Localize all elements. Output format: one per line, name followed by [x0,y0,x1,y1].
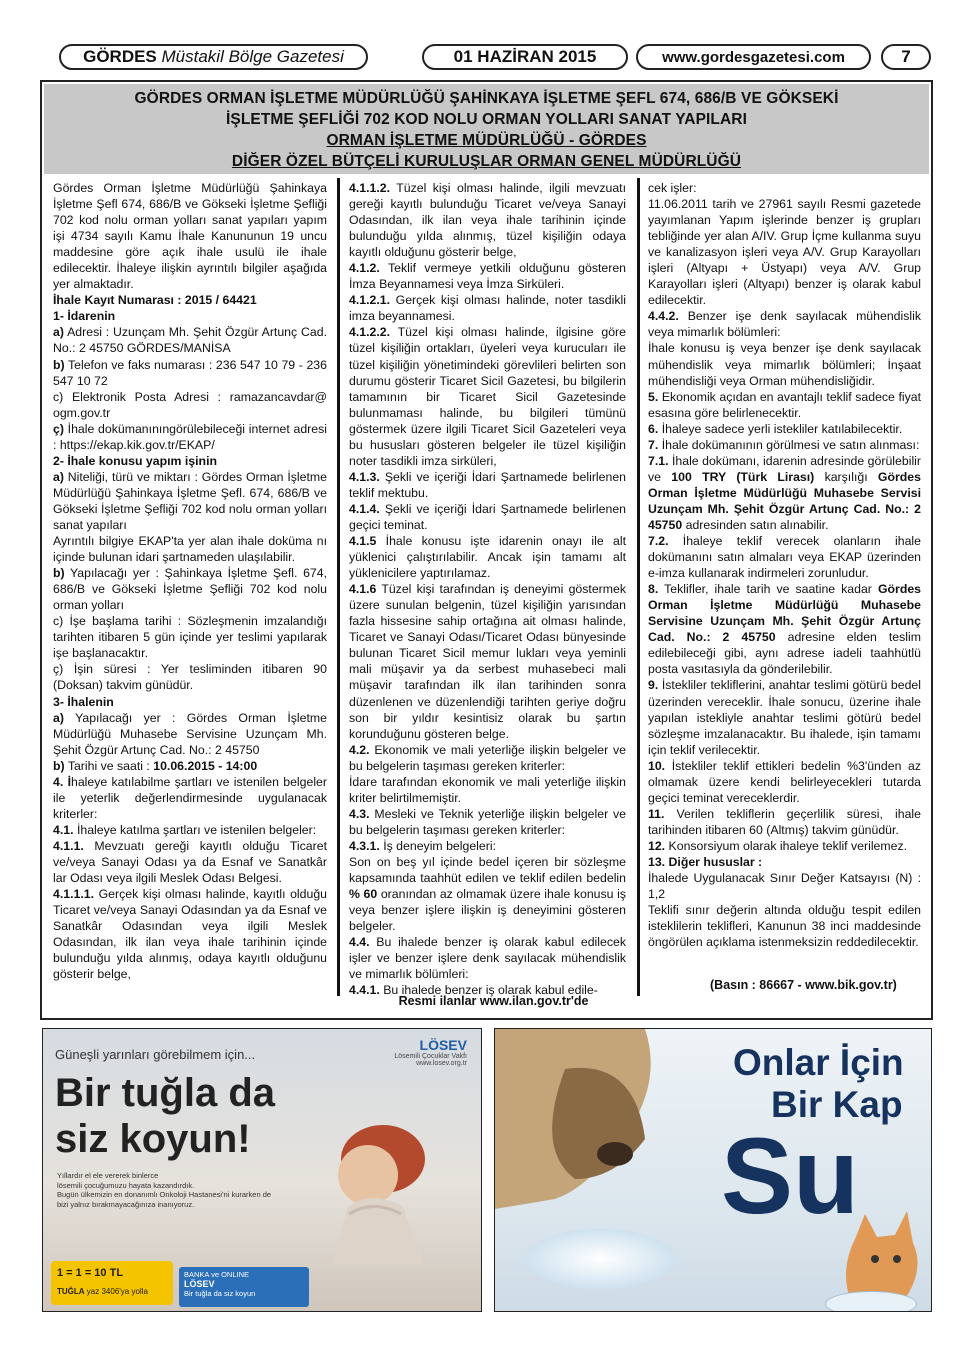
item-label: 4.3. [349,806,370,821]
losev-advertisement [42,1028,482,1312]
losev-logo-text: LÖSEV [419,1037,467,1053]
ad-headline-1: Bir tuğla da [55,1071,276,1115]
section-1-title: 1- İdarenin [53,309,116,324]
item-label: 4.3.1. [349,838,380,853]
section-3-title: 3- İhalenin [53,694,114,709]
item-label: b) [53,566,65,581]
item-label: 4.1.1. [53,838,84,853]
item-label: 4.4.2. [648,309,679,324]
paper-name: GÖRDES [83,47,157,66]
paragraph: adresine elden teslim edilebileceği gibi, aynı adrese iadeli taahhütlü posta vasıtasıyla da gönderilebilir. [648,630,922,677]
ad-body [57,1171,271,1209]
paragraph: Tüzel kişi olması halinde, ilgisine göre tüzel kişiliğin ortakları, üyeleri veya kurucuları ile tüzel kişiliğin yönetimindeki görevlileri belirten son durumu gösterir Ticaret Sicil Gazetesi, bu bilgilerin tamamının bir Ticaret Sicil Gazetesinde bulunmaması halinde, bu bilgileri tümünü göstermek üzere ilgili Ticaret Sicil Gazeteleri veya bu hususları gösteren belgeler ile tüzel kişiliğin noter tasdikli imza sirküleri, [349,325,626,468]
bank-donation-box [179,1267,309,1307]
kayit-numarasi: İhale Kayıt Numarası : 2015 / 64421 [53,293,257,308]
brick-note-text: yaz 3406'ya yolla [86,1287,148,1296]
headline-line-1: GÖRDES ORMAN İŞLETME MÜDÜRLÜĞÜ ŞAHİNKAYA İŞLETME ŞEFL 674, 686/B VE GÖKSEKİ [134,90,839,107]
ihale-tarihi: 10.06.2015 - 14:00 [153,758,258,773]
ad-body-line: lösemili çocuğumuzu hayata kazandırdık. [57,1180,195,1190]
item-label: 4.1.6 [349,582,377,597]
item-label: 4.1.1.1. [53,887,95,902]
ad-headline-2: siz koyun! [55,1117,251,1161]
paragraph: oranından az olmamak üzere ihale konusu iş veya benzer işlere ilişkin iş deneyimini gösteren belgeler. [349,887,626,934]
submission-address: Gördes Orman İşletme Müdürlüğü Muhasebe Servisine Uzunçam Mh. Şehit Özgür Artunç Cad. No.: 2 45750 [648,582,922,645]
item-label: 8. [648,582,659,597]
ad-slogan-1: Onlar İçin [733,1042,904,1083]
paper-subtitle: Müstakil Bölge Gazetesi [161,47,344,66]
water-campaign-advertisement [494,1028,932,1312]
website-link[interactable]: www.gordesgazetesi.com [662,48,845,66]
item-label: ç) [53,421,64,436]
bank-line: Bir tuğla da siz koyun [184,1289,256,1298]
item-label: 7.2. [648,534,669,549]
section-13-title: Diğer hususlar : [668,854,763,869]
paragraph: İhaleye sadece yerli istekliler katılabilecektir. [661,421,903,436]
losev-logo-sub: Lösemili Çocuklar Vakfı [394,1053,467,1060]
brick-equation: 1 = 1 = 10 TL [57,1267,124,1279]
paragraph: Teklif vermeye yetkili olduğunu gösteren İmza Beyannamesi veya İmza Sirküleri. [349,261,627,292]
paragraph: Tüzel kişi tarafından iş deneyimi göstermek üzere sunulan belgenin, tüzel kişiliğin yarısından fazla hissesine sahip ortağına ait olması halinde, Ticaret ve Sanayi Odası/Ticaret Odası bünyesinde bulunan Ticaret Sicil memur lukları veya yeminli mali müşavir ya da serbest muhasebeci mali müşavir tarafından ilk ilan tarihinden sonra düzenlenen ve düzenlendiği tarihten geriye doğru son bir yıldır kesintisiz olarak bu şartın korunduğunu gösteren belge. [349,582,626,741]
item-label: 4.4. [349,935,370,950]
intro-paragraph: Gördes Orman İşletme Müdürlüğü Şahinkaya İşletme Şefl 674, 686/B ve Gökseki İşletme Şefliği 702 kod nolu orman yolları sanat yapıları yapım işi 4734 sayılı Kamu İhale Kanununun 19 uncu maddesine göre açık ihale usulü ile ihale edilecektir. İhaleye ilişkin ayrıntılı bilgiler aşağıda yer almaktadır. [53,181,327,292]
katilma-sartlari: İhaleye katılma şartları ve istenilen belgeler: [76,822,317,837]
item-label: 4.1.2. [349,261,380,276]
item-label: b) [53,357,65,372]
bank-line: LÖSEV [184,1279,215,1289]
losev-logo [394,1037,467,1067]
paragraph: Mesleki ve Teknik yeterliğe ilişkin belgeler ve bu belgelerin taşıması gereken kriterler: [349,806,626,837]
paragraph: Son on beş yıl içinde bedel içeren bir sözleşme kapsamında taahhüt edilen ve teklif edilen bedelin [349,854,626,886]
basin-reference: (Basın : 86667 - www.bik.gov.tr) [710,978,897,992]
column-rule-2 [637,178,640,996]
isin-suresi: ç) İşin süresi : Yer tesliminden itibaren 90 (Doksan) takvim günüdür. [53,662,327,693]
headline-line-3: ORMAN İŞLETME MÜDÜRLÜĞÜ - GÖRDES [326,132,647,149]
paragraph: Şekli ve içeriği İdari Şartnamede belirlenen geçici teminat. [349,501,627,532]
item-label: 4.1. [53,822,74,837]
masthead-page-number [881,44,931,70]
paragraph: Konsorsiyum olarak ihaleye teklif verilemez. [668,838,908,853]
item-label: 4.1.1.2. [349,181,391,195]
item-label: 4.4.1. [349,983,380,998]
ihale-tarihi-label: Tarihi ve saati : [67,758,150,773]
paragraph: İhale konusu iş veya benzer işe denk sayılacak mühendislik veya mimarlık bölümleri; İnşaat mühendisliği veya Orman mühendisliğidir. [648,341,921,388]
paragraph: İstekliler tekliflerini, anahtar teslimi götürü bedel üzerinden vereceklir. İhale sonucu, üzerine ihale yapılan istekliyle anahtar teslimi götürü bedel sözleşme imzalanacaktır. Bu ihalede, işin tamamı için teklif verilecektir. [648,678,921,757]
ad-slogan-2: Bir Kap [771,1084,903,1125]
masthead-paper-name [59,44,368,70]
idare-address: Adresi : Uzunçam Mh. Şehit Özgür Artunç Cad. No.: 2 45750 GÖRDES/MANİSA [53,325,327,356]
oda-belgesi: Mevzuatı gereği kayıtlı olduğu Ticaret ve/veya Sanayi Odası ya da Esnaf ve Sanatkâr lar Odası veya ilgili Meslek Odası Belgesi. [53,838,327,886]
idare-email: c) Elektronik Posta Adresi : ramazancavdar@ ogm.gov.tr [53,389,327,420]
paragraph: adresinden satın alınabilir. [685,517,829,532]
paragraph: İhale konusu işte idarenin onayı ile alt yüklenici çalıştırılabilir. Ancak işin tamamı alt yüklenicilere yaptırılamaz. [349,534,626,581]
announcement-headline [44,88,929,172]
paragraph: İdare tarafından ekonomik ve mali yeterliğe ilişkin kriter belirtilmemiştir. [349,774,626,805]
item-label: 7. [648,437,659,452]
ad-body-line: Yıllardır el ele vererek binlerce [57,1171,159,1180]
item-label: 4.2. [349,742,370,757]
item-label: a) [53,710,64,725]
item-label: 11. [648,806,665,821]
is-niteligi-detail: Ayrıntılı bilgiye EKAP'ta yer alan ihale doküma nı içinde bulunan idari şartnameden ulaşılabilir. [53,534,327,565]
yapilacagi-yer: Yapılacağı yer : Şahinkaya İşletme Şefl. 674, 686/B ve Gökseki İşletme Şefliği 702 kod nolu orman yolları [53,566,328,613]
paragraph: Bu ihalede benzer iş olarak kabul edilecek işler ve benzer işlere denk sayılacak mühendislik ve mimarlık bölümleri: [349,935,627,982]
paragraph: İhale dokümanı, idarenin adresinde görülebilir ve [648,453,921,484]
item-label: 13. [648,854,666,869]
paragraph: Teklifi sınır değerin altında olduğu tespit edilen isteklilerin teklifleri, Kanunun 38 inci maddesinde öngörülen açıklama istenmeksizin reddedilecektir. [648,903,921,950]
headline-line-4: DİĞER ÖZEL BÜTÇELİ KURULUŞLAR ORMAN GENEL MÜDÜRLÜĞÜ [231,153,742,170]
item-label: a) [53,325,64,340]
item-label: b) [53,758,65,773]
headline-line-2: İŞLETME ŞEFLİĞİ 702 KOD NOLU ORMAN YOLLARI SANAT YAPILARI [226,111,747,128]
item-label: 6. [648,421,659,436]
ihale-yeri: Yapılacağı yer : Gördes Orman İşletme Müdürlüğü Muhasebe Servisine Uzunçam Mh. Şehit Özgür Artunç Cad. No.: 2 45750 [53,710,327,757]
brick-note-word: TUĞLA [57,1287,85,1296]
item-label: 12. [648,838,666,853]
item-label: 4.1.5 [349,534,377,549]
paragraph: cek işler: [648,181,697,195]
gercek-kisi-belge: Gerçek kişi olması halinde, kayıtlı olduğu Ticaret ve/veya Sanayi Odasından ya da Esnaf ve Sanatkâr Odasından veya ilgili Meslek Odasından, ilk ilan veya ihale tarihinin içinde bulunduğu yılda alınmış, odaya kayıtlı olduğunu gösterir belge, [53,887,327,982]
brick-note [57,1287,148,1296]
paragraph: Bu ihalede benzer iş olarak kabul edile- [383,983,598,998]
is-niteligi: Niteliği, türü ve miktarı : Gördes Orman İşletme Müdürlüğü Şahinkaya İşletme Şefl. 674, 686/B ve Gökseki İşletme Şefliği 702 kod nolu orman yolları sanat yapıları [53,469,327,532]
paragraph: Benzer işe denk sayılacak mühendislik veya mimarlık bölümleri: [648,309,921,340]
ise-baslama: c) İşe başlama tarihi : Sözleşmenin imzalandığı tarihten itibaren 5 gün içinde yer teslimi yapılarak işe başlanacaktır. [53,614,327,661]
item-label: 7.1. [648,453,669,468]
item-label: 5. [648,389,659,404]
paragraph: İş deneyim belgeleri: [383,838,496,853]
item-label: a) [53,469,64,484]
dog-illustration [495,1029,695,1229]
paragraph: Verilen tekliflerin geçerlilik süresi, ihale tarihinden itibaren 60 (Altmış) takvim günüdür. [648,806,921,837]
item-label: 10. [648,758,666,773]
column-3 [648,180,921,950]
section-4-text: haleye katılabilme şartları ve istenilen belgeler ile yeterlik değerlendirmesinde uygulanacak kriterler: [53,774,327,821]
paragraph: İhalede Uygulanacak Sınır Değer Katsayısı (N) : 1,2 [648,871,921,902]
item-label: 4.1.3. [349,469,380,484]
masthead-date [422,44,628,70]
item-label: 4.1.4. [349,501,380,516]
paragraph: İhaleye teklif verecek olanların ihale dokümanını satın almaları veya EKAP üzerinden e-imza kullanarak indirmeleri zorunludur. [648,534,922,581]
bank-line: BANKA ve ONLINE [184,1270,250,1279]
ad-body-line: Bugün ülkemizin en donanımlı Onkoloji Hastanesi'ni kurarken de [57,1190,272,1199]
resmi-ilanlar-footer: Resmi ilanlar www.ilan.gov.tr'de [398,994,589,1008]
paragraph: Teklifler, ihale tarih ve saatine kadar [664,582,872,597]
section-2-title: 2- İhale konusu yapım işinin [53,453,217,468]
sale-address: Gördes Orman İşletme Müdürlüğü Muhasebe Servisi Uzunçam Mh. Şehit Özgür Artunç Cad. No.: 2 45750 [648,469,921,532]
page-number: 7 [901,47,911,66]
paragraph: İstekliler teklif ettikleri bedelin %3'ünden az olmamak üzere kendi belirleyecekleri tutarda geçici teminat vereceklerdir. [648,758,921,805]
paragraph: Ekonomik ve mali yeterliğe ilişkin belgeler ve bu belgelerin taşıması gereken kriterler: [349,742,626,773]
brick-donation-box [51,1261,173,1305]
item-label: 9. [648,678,659,693]
child-figure-icon [293,1089,453,1264]
column-1 [53,180,327,982]
column-2 [349,180,626,998]
paragraph: Tüzel kişi olması halinde, ilgili mevzuatı gereği kayıtlı bulunduğu Ticaret ve/veya Sanayi Odasından, ilk ilan veya ihale tarihinin içinde bulunduğu yılda alınmış, tüzel kişiliğin odaya kayıtlı olduğunu gösterir belge, [349,181,626,260]
water-bowl [525,1229,675,1289]
ad-body-line: bizi yalnız bırakmayacağınıza inanıyoruz. [57,1199,195,1209]
paragraph: İhale dokümanının görülmesi ve satın alınması: [661,437,920,452]
ad-slogan-3: Su [721,1115,860,1236]
item-label: 4.1.2.1. [349,293,391,308]
cat-bowl [825,1291,917,1312]
paragraph: karşılığı [824,469,868,484]
ad-tagline: Güneşli yarınları görebilmem için... [55,1047,256,1062]
item-label: 4.1.2.2. [349,325,391,340]
issue-date: 01 HAZİRAN 2015 [453,47,597,66]
paragraph: Ekonomik açıdan en avantajlı teklif sadece fiyat esasına göre belirlenecektir. [648,389,921,420]
percentage: % 60 [349,887,378,902]
ekap-address: İhale dokümanınıngörülebileceği internet adresi : https://ekap.kik.gov.tr/EKAP/ [53,421,328,452]
idare-phone: Telefon ve faks numarası : 236 547 10 79 - 236 547 10 72 [53,357,327,388]
column-rule-1 [337,178,340,996]
dog-icon [495,1029,695,1229]
paragraph: 11.06.2011 tarih ve 27961 sayılı Resmi gazetede yayımlanan Yapım işlerinde benzer iş grupları tebliğinde yer alan A/IV. Grup İçme kullanma suyu ve kanalizasyon işleri veya A/V. Grup Karayolları işleri (Altyapı + Üstyapı) veya A/V. Grup Karayolları işleri (Altyapı) benzer iş olarak kabul edilecektir. [648,197,921,308]
document-price: 100 TRY (Türk Lirası) [671,469,815,484]
losev-logo-url: www.losev.org.tr [416,1060,467,1067]
child-illustration [293,1089,453,1264]
paragraph: Şekli ve içeriği İdari Şartnamede belirlenen teklif mektubu. [349,469,627,500]
masthead-website[interactable] [636,44,871,70]
paragraph: Gerçek kişi olması halinde, noter tasdikli imza beyannamesi. [349,293,626,324]
item-label: 4. İ [53,774,71,789]
